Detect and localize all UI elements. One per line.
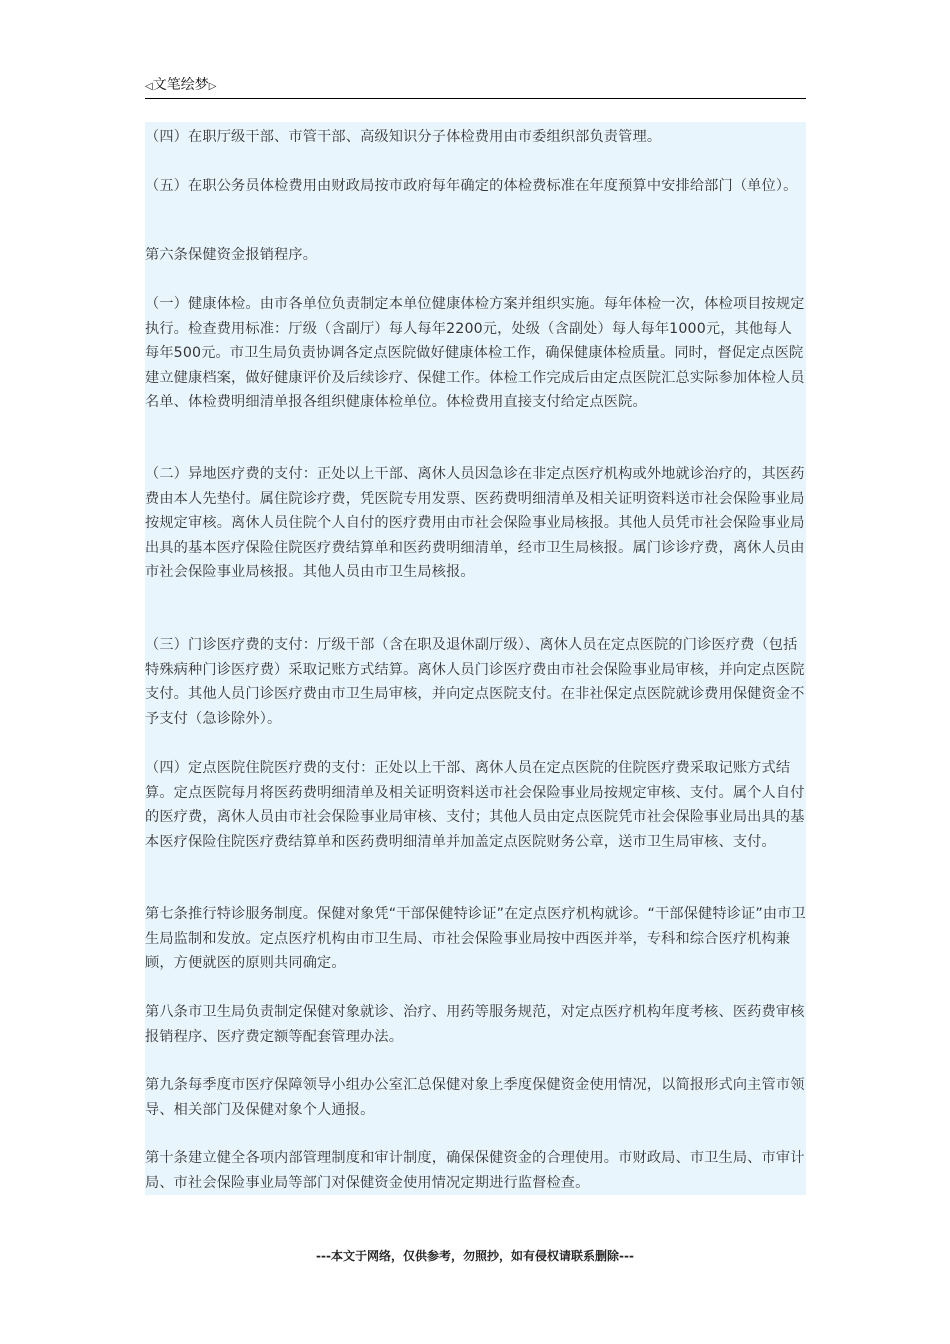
- paragraph-11: 第十条建立健全各项内部管理制度和审计制度，确保保健资金的合理使用。市财政局、市卫生局、市审计局、市社会保险事业局等部门对保健资金使用情况定期进行监督检查。: [145, 1150, 805, 1191]
- left-triangle-icon: ◁: [145, 81, 153, 92]
- paragraph-8: 第七条推行特诊服务制度。保健对象凭“干部保健特诊证”在定点医疗机构就诊。“干部保健特诊证”由市卫生局监制和发放。定点医疗机构由市卫生局、市社会保险事业局按中西医并举，专科和综合医疗机构兼顾，方便就医的原则共同确定。: [145, 906, 806, 971]
- paragraph-4: （一）健康体检。由市各单位负责制定本单位健康体检方案并组织实施。每年体检一次，体检项目按规定执行。检查费用标准：厅级（含副厅）每人每年2200元，处级（含副处）每人每年1000元，其他每人每年500元。市卫生局负责协调各定点医院做好健康体检工作，确保健康体检质量。同时，督促定点医院建立健康档案，做好健康评价及后续诊疗、保健工作。体检工作完成后由定点医院汇总实际参加体检人员名单、体检费明细清单报各组织健康体检单位。体检费用直接支付给定点医院。: [145, 296, 805, 410]
- paragraph-7: （四）定点医院住院医疗费的支付：正处以上干部、离休人员在定点医院的住院医疗费采取记账方式结算。定点医院每月将医药费明细清单及相关证明资料送市社会保险事业局按规定审核、支付。属个人自付的医疗费，离休人员由市社会保险事业局审核、支付；其他人员由定点医院凭市社会保险事业局出具的基本医疗保险住院医疗费结算单和医药费明细清单并加盖定点医院财务公章，送市卫生局审核、支付。: [145, 760, 805, 850]
- paragraph-5: （二）异地医疗费的支付：正处以上干部、离休人员因急诊在非定点医疗机构或外地就诊治疗的，其医药费由本人先垫付。属住院诊疗费，凭医院专用发票、医药费明细清单及相关证明资料送市社会保险事业局按规定审核。离休人员住院个人自付的医疗费用由市社会保险事业局核报。其他人员凭市社会保险事业局出具的基本医疗保险住院医疗费结算单和医药费明细清单，经市卫生局核报。属门诊诊疗费，离休人员由市社会保险事业局核报。其他人员由市卫生局核报。: [145, 466, 805, 580]
- paragraph-1: （四）在职厅级干部、市管干部、高级知识分子体检费用由市委组织部负责管理。: [145, 129, 662, 145]
- footer-disclaimer: ---本文于网络，仅供参考，勿照抄，如有侵权请联系删除---: [316, 1249, 634, 1263]
- header-title-group: [145, 76, 216, 96]
- document-body: [145, 122, 806, 1195]
- paragraph-3: 第六条保健资金报销程序。: [145, 247, 318, 263]
- right-triangle-icon: ▷: [208, 81, 217, 92]
- page-header: [145, 74, 806, 99]
- header-title: 文笔绘梦: [152, 77, 209, 93]
- paragraph-2: （五）在职公务员体检费用由财政局按市政府每年确定的体检费标准在年度预算中安排给部门（单位）。: [145, 178, 798, 194]
- paragraph-9: 第八条市卫生局负责制定保健对象就诊、治疗、用药等服务规范，对定点医疗机构年度考核、医药费审核报销程序、医疗费定额等配套管理办法。: [145, 1004, 805, 1045]
- paragraph-10: 第九条每季度市医疗保障领导小组办公室汇总保健对象上季度保健资金使用情况，以简报形式向主管市领导、相关部门及保健对象个人通报。: [145, 1077, 805, 1118]
- paragraph-6: （三）门诊医疗费的支付：厅级干部（含在职及退休副厅级）、离休人员在定点医院的门诊医疗费（包括特殊病种门诊医疗费）采取记账方式结算。离休人员门诊医疗费由市社会保险事业局审核，并向定点医院支付。其他人员门诊医疗费由市卫生局审核，并向定点医院支付。在非社保定点医院就诊费用保健资金不予支付（急诊除外）。: [145, 637, 805, 727]
